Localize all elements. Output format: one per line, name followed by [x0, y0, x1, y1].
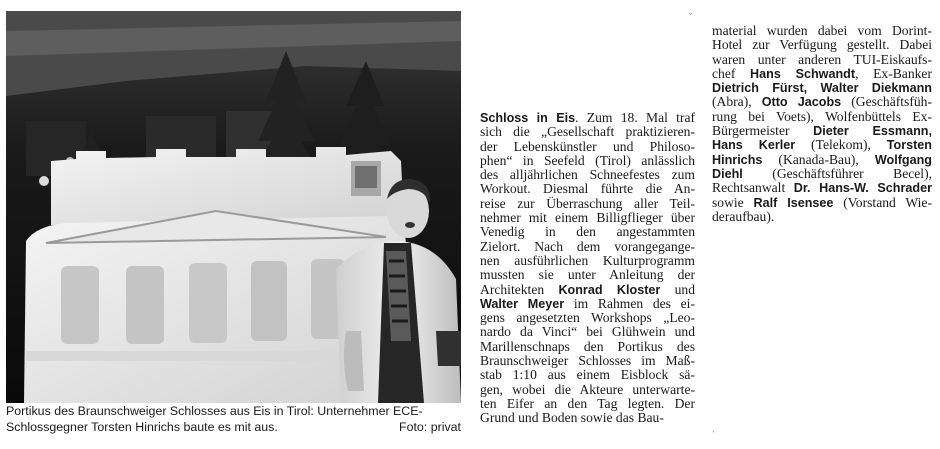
text-run: und [660, 281, 695, 297]
text-run: (Geschäftsfüh- [841, 94, 932, 110]
text-run: phen“ in Seefeld (Tirol) anlässlich [480, 152, 695, 168]
text-run: Braunschweiger Schlosses im Maß- [480, 353, 695, 369]
text-run: (Geschäftsführer Becel), [742, 165, 932, 181]
bold-name: Diehl [712, 166, 743, 181]
text-run: Hotel zur Verfügung gestellt. Dabei [712, 37, 932, 53]
ice-castle-photo-illustration [6, 11, 461, 403]
article-line [712, 53, 932, 67]
text-run: Grund und Boden sowie das Bau- [480, 410, 664, 426]
article-line [480, 411, 695, 425]
bold-name: Ralf Isensee [753, 195, 834, 210]
bold-name: Hans Schwandt [750, 66, 856, 81]
article-line [480, 154, 695, 168]
article-line [480, 311, 695, 325]
caption-line-2-row [6, 420, 461, 436]
article-line [480, 297, 695, 311]
article-line [480, 225, 695, 239]
text-run: nen ausführlichen Kulturprogramm [480, 252, 695, 268]
text-run: waren unter anderen TUI-Eiskaufs- [712, 51, 932, 67]
text-run: ten Eifer an den Tag legten. Der [480, 395, 695, 411]
article-line [712, 181, 932, 195]
text-run: des alljährlichen Schneefestes zum [480, 167, 695, 183]
print-mark: ˋ [712, 430, 715, 440]
bold-name: Hans Kerler [712, 138, 796, 153]
article-line [480, 111, 695, 125]
bold-name: Otto Jacobs [761, 95, 842, 110]
article-line [712, 196, 932, 210]
text-run: . Zum 18. Mal traf [575, 110, 696, 125]
article-line [480, 168, 695, 182]
article-line [712, 67, 932, 81]
text-run: nehmer mit einem Billigflieger über [480, 210, 695, 226]
bold-name: Dr. Hans-W. Schrader [793, 181, 932, 196]
article-line [480, 283, 695, 297]
article-column-2 [712, 24, 932, 224]
article-line [480, 368, 695, 382]
article-line [712, 81, 932, 95]
text-run: (Abra), [712, 94, 762, 110]
photo-credit: Foto: privat [399, 419, 461, 434]
bold-name: Walter Meyer [480, 296, 565, 311]
bold-name: Konrad Kloster [558, 282, 661, 297]
article-line [712, 110, 932, 124]
text-run: der Lebenskünstler und Philoso- [480, 138, 695, 154]
article-line [480, 383, 695, 397]
article-line [480, 354, 695, 368]
text-run: im Rahmen des ei- [564, 295, 695, 311]
text-run: (Telekom), [795, 137, 887, 153]
text-run: sowie [712, 194, 754, 210]
bold-name: Wolfgang [874, 152, 932, 167]
article-line [480, 211, 695, 225]
article-photo [6, 11, 461, 403]
text-run: Zielort. Nach dem vorangegange- [480, 238, 695, 254]
text-run: stab 1:10 aus einem Eisblock sä- [480, 367, 695, 383]
bold-name: Dieter Essmann, [813, 124, 932, 139]
caption-line-2: Schlossgegner Torsten Hinrichs baute es mit aus. [6, 419, 278, 434]
text-run: chef [712, 65, 751, 81]
text-run: Venedig in den angestammten [480, 224, 695, 240]
article-line [480, 182, 695, 196]
article-line [712, 124, 932, 138]
bold-name: Schloss in Eis [480, 111, 576, 125]
article-line [480, 397, 695, 411]
bold-name: Dietrich Fürst, Walter Diekmann [712, 81, 932, 96]
text-run: Rechtsanwalt [712, 180, 794, 196]
article-line [712, 153, 932, 167]
article-line [480, 125, 695, 139]
article-line [712, 138, 932, 152]
article-line [712, 24, 932, 38]
article-line [712, 210, 932, 224]
text-run: rung bei Voets), Wolfenbüttels Ex- [712, 108, 932, 124]
article-line [712, 95, 932, 109]
text-run: (Vorstand Wie- [833, 194, 932, 210]
article-line [480, 325, 695, 339]
article-line [712, 167, 932, 181]
article-line [480, 268, 695, 282]
text-run: Workout. Diesmal führte die An- [480, 181, 695, 197]
text-run: Bürgermeister [712, 123, 814, 139]
photo-caption [6, 404, 461, 435]
article-line [480, 197, 695, 211]
article-line [480, 140, 695, 154]
text-run: sich die „Gesellschaft praktizieren- [480, 124, 695, 140]
bold-name: Torsten [886, 138, 932, 153]
text-run: nardo da Vinci“ bei Glühwein und [480, 324, 695, 340]
text-run: mussten sie unter Anleitung der [480, 267, 695, 283]
article-line [480, 340, 695, 354]
text-run: Architekten [480, 281, 559, 297]
text-run: reise zur Überraschung aller Teil- [480, 195, 695, 211]
text-run: deraufbau). [712, 208, 775, 224]
article-line [480, 240, 695, 254]
text-run: gen, wobei die Akteure unterwarte- [480, 381, 695, 397]
article-line [480, 254, 695, 268]
article-column-1 [480, 111, 695, 426]
text-run: gens angesetzten Workshops „Leo- [480, 310, 695, 326]
caption-line-1: Portikus des Braunschweiger Schlosses aus Eis in Tirol: Unternehmer ECE- [6, 404, 423, 418]
bold-name: Hinrichs [712, 152, 763, 167]
text-run: material wurden dabei vom Dorint- [712, 23, 932, 38]
text-run: , Ex-Banker [855, 65, 932, 81]
print-mark: ˇ [689, 12, 692, 22]
text-run: (Kanada-Bau), [762, 151, 875, 167]
text-run: Marillenschnaps den Portikus des [480, 338, 695, 354]
article-line [712, 38, 932, 52]
